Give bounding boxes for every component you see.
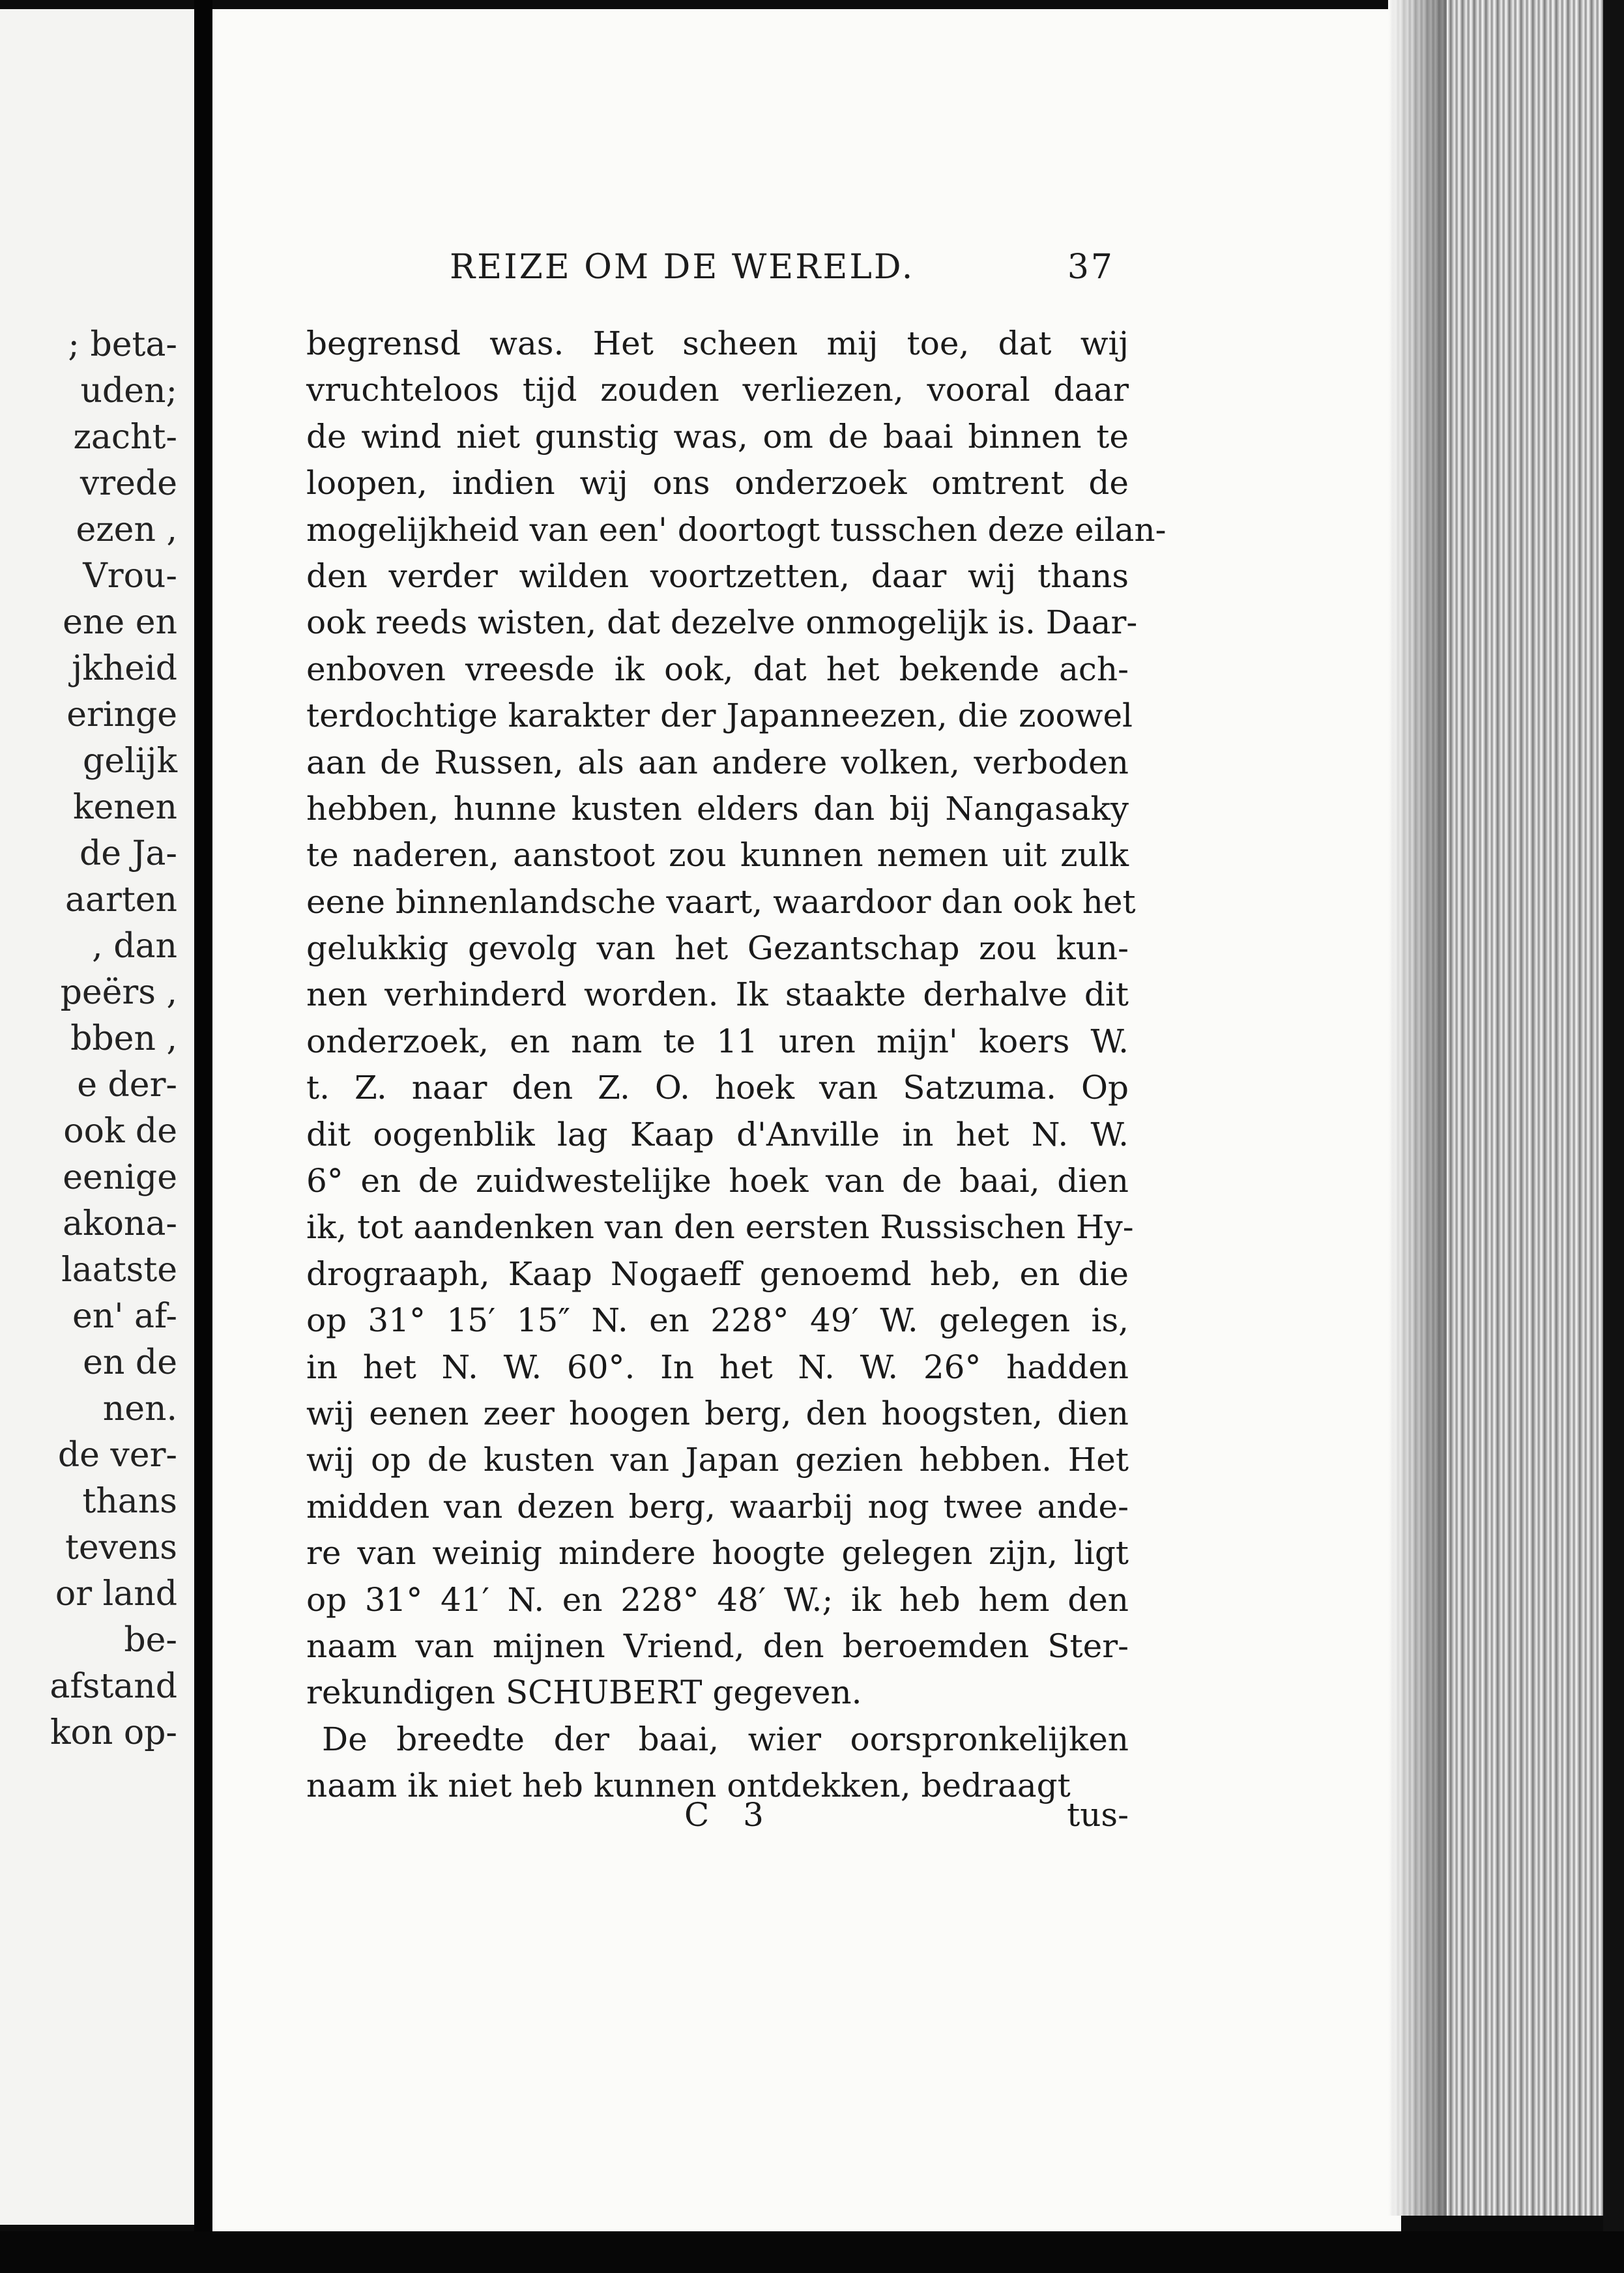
text-line: rekundigen SCHUBERT gegeven. [306,1673,862,1712]
left-text-line: kon op- [50,1713,177,1752]
text-line: re van weinig mindere hoogte gelegen zijn, ligt [306,1534,1129,1572]
text-line: wij op de kusten van Japan gezien hebben. Het [306,1441,1129,1479]
page-number: 37 [1067,248,1114,287]
signature-mark: C 3 [684,1796,776,1834]
text-line: terdochtige karakter der Japanneezen, die zoowel [306,697,1133,735]
left-text-line: akona- [63,1204,177,1243]
left-text-line: ; beta- [68,325,177,364]
left-text-line: e der- [77,1065,177,1105]
text-line: eene binnenlandsche vaart, waardoor dan ook het [306,882,1136,921]
body-text [306,321,1167,1810]
left-text-line: gelijk [83,742,177,781]
text-line: ik, tot aandenken van den eersten Russischen Hy- [306,1208,1134,1247]
left-text-line: peërs , [60,973,177,1012]
text-line: midden van dezen berg, waarbij nog twee ande- [306,1487,1129,1526]
left-text-line: jkheid [72,649,177,688]
text-line: de wind niet gunstig was, om de baai binnen te [306,417,1129,456]
text-line: hebben, hunne kusten elders dan bij Nangasaky [306,789,1129,828]
text-line: t. Z. naar den Z. O. hoek van Satzuma. Op [306,1069,1129,1107]
left-text-line: nen. [102,1389,177,1428]
text-line: wij eenen zeer hoogen berg, den hoogsten, dien [306,1394,1129,1432]
book-gutter [194,0,212,2273]
left-text-line: en' af- [72,1297,177,1336]
text-line: vruchteloos tijd zouden verliezen, vooral daar [306,371,1129,409]
catchword: tus- [1067,1796,1129,1834]
text-line: De breedte der baai, wier oorspronkelijken [322,1720,1129,1758]
left-page-fragment [0,9,194,2225]
left-text-line: afstand [50,1667,177,1706]
left-text-line: be- [124,1621,177,1660]
page-header [450,248,1121,293]
text-line: te naderen, aanstoot zou kunnen nemen uit zulk [306,836,1129,875]
scan-border-right [1603,0,1624,2273]
left-text-line: ene en [63,603,177,642]
left-text-line: aarten [65,880,177,919]
text-line: dit oogenblik lag Kaap d'Anville in het N. W. [306,1115,1129,1153]
left-text-line: eenige [63,1158,177,1197]
text-line: in het N. W. 60°. In het N. W. 26° hadden [306,1348,1129,1386]
text-line: den verder wilden voortzetten, daar wij thans [306,557,1129,595]
left-text-line: vrede [80,464,177,503]
text-line: drograaph, Kaap Nogaeff genoemd heb, en die [306,1254,1129,1293]
text-line: op 31° 15′ 15″ N. en 228° 49′ W. gelegen is, [306,1301,1129,1340]
left-text-line: de Ja- [79,834,177,873]
text-line: begrensd was. Het scheen mij toe, dat wij [306,325,1129,362]
text-line: ook reeds wisten, dat dezelve onmogelijk is. Daar- [306,603,1138,642]
left-text-line: zacht- [73,418,177,457]
left-text-line: laatste [61,1251,177,1290]
text-line: op 31° 41′ N. en 228° 48′ W.; ik heb hem den [306,1580,1129,1619]
left-text-line: ook de [63,1112,177,1151]
text-line: 6° en de zuidwestelijke hoek van de baai, dien [306,1162,1129,1200]
left-text-line: , dan [92,927,177,966]
left-text-line: ezen , [76,510,177,549]
left-text-line: en de [83,1343,177,1382]
left-text-line: thans [82,1482,177,1521]
text-line: loopen, indien wij ons onderzoek omtrent de [306,464,1129,502]
left-text-line: bben , [70,1019,177,1058]
page-footer [306,1796,1129,1842]
left-text-line: eringe [66,695,177,734]
text-line: mogelijkheid van een' doortogt tusschen deze eilan- [306,510,1167,549]
left-text-line: uden; [80,371,177,411]
text-line: nen verhinderd worden. Ik staakte derhalve dit [306,976,1129,1014]
text-line: onderzoek, en nam te 11 uren mijn' koers W. [306,1022,1129,1060]
text-line: naam van mijnen Vriend, den beroemden Ster- [306,1627,1129,1665]
page-edges-shadow [1388,0,1447,2216]
text-line: aan de Russen, als aan andere volken, verboden [306,743,1129,781]
left-text-line: kenen [72,788,177,827]
left-page-text [0,322,177,1756]
left-text-line: or land [55,1574,177,1614]
left-text-line: tevens [65,1528,177,1567]
left-text-line: de ver- [57,1436,177,1475]
text-line: naam ik niet heb kunnen ontdekken, bedraagt [306,1767,1071,1805]
left-text-line: Vrou- [83,557,177,596]
text-line: gelukkig gevolg van het Gezantschap zou kun- [306,929,1129,968]
running-title: REIZE OM DE WERELD. [450,248,915,287]
scan-border-bottom [0,2231,1624,2273]
text-line: enboven vreesde ik ook, dat het bekende ach- [306,650,1129,688]
